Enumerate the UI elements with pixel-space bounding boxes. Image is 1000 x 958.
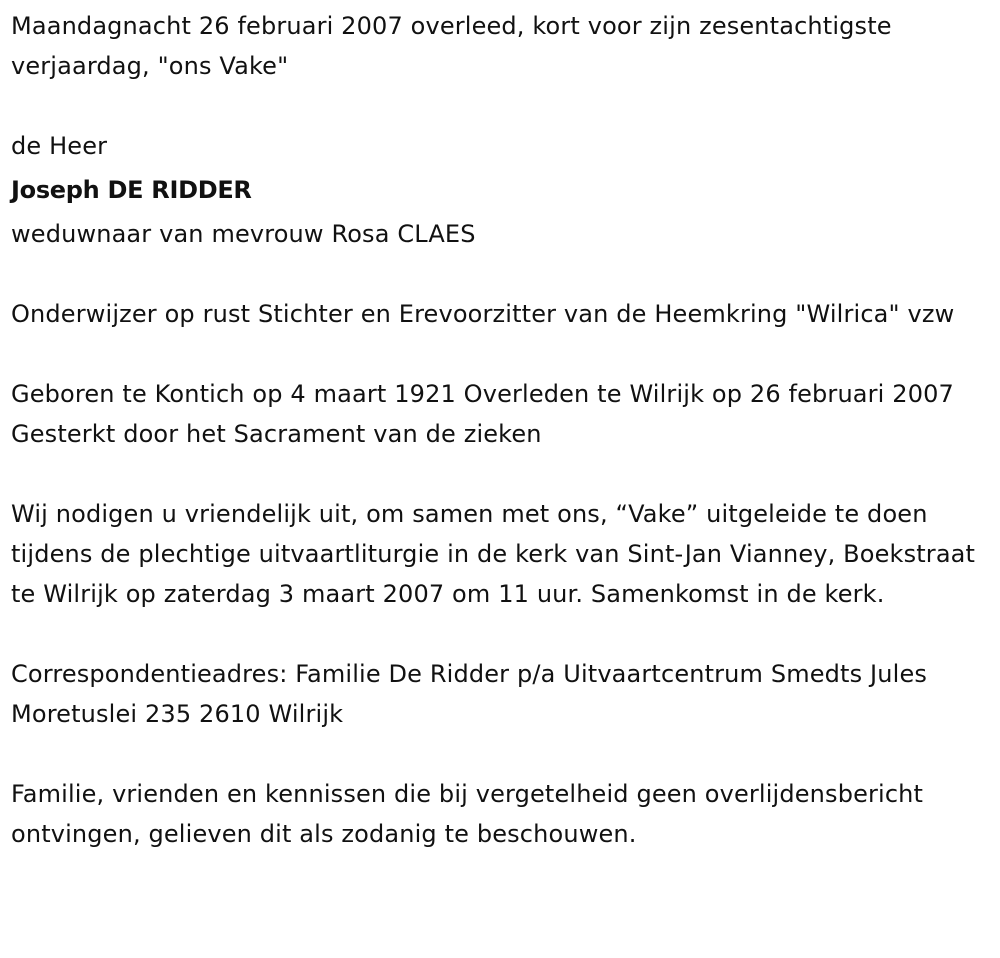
birth-death-paragraph: Geboren te Kontich op 4 maart 1921 Overleden te Wilrijk op 26 februari 2007 Gesterkt door het Sacrament van de zieken [11, 380, 954, 448]
invitation-paragraph: Wij nodigen u vriendelijk uit, om samen met ons, “Vake” uitgeleide te doen tijdens de plechtige uitvaartliturgie in de kerk van Sint-Jan Vianney, Boekstraat te Wilrijk op zaterdag 3 maart 2007 om 11 uur. Samenkomst in de kerk. [11, 500, 976, 608]
widower-line: weduwnaar van mevrouw Rosa CLAES [11, 220, 476, 248]
intro-paragraph: Maandagnacht 26 februari 2007 overleed, kort voor zijn zesentachtigste verjaardag, "ons Vake" [11, 12, 892, 80]
occupation-paragraph: Onderwijzer op rust Stichter en Erevoorzitter van de Heemkring "Wilrica" vzw [11, 300, 955, 328]
salutation: de Heer [11, 132, 108, 160]
correspondence-paragraph: Correspondentieadres: Familie De Ridder p/a Uitvaartcentrum Smedts Jules Moretuslei 235 2610 Wilrijk [11, 660, 928, 728]
closing-paragraph: Familie, vrienden en kennissen die bij vergetelheid geen overlijdensbericht ontvingen, gelieven dit als zodanig te beschouwen. [11, 780, 924, 848]
deceased-name: Joseph DE RIDDER [11, 176, 252, 204]
